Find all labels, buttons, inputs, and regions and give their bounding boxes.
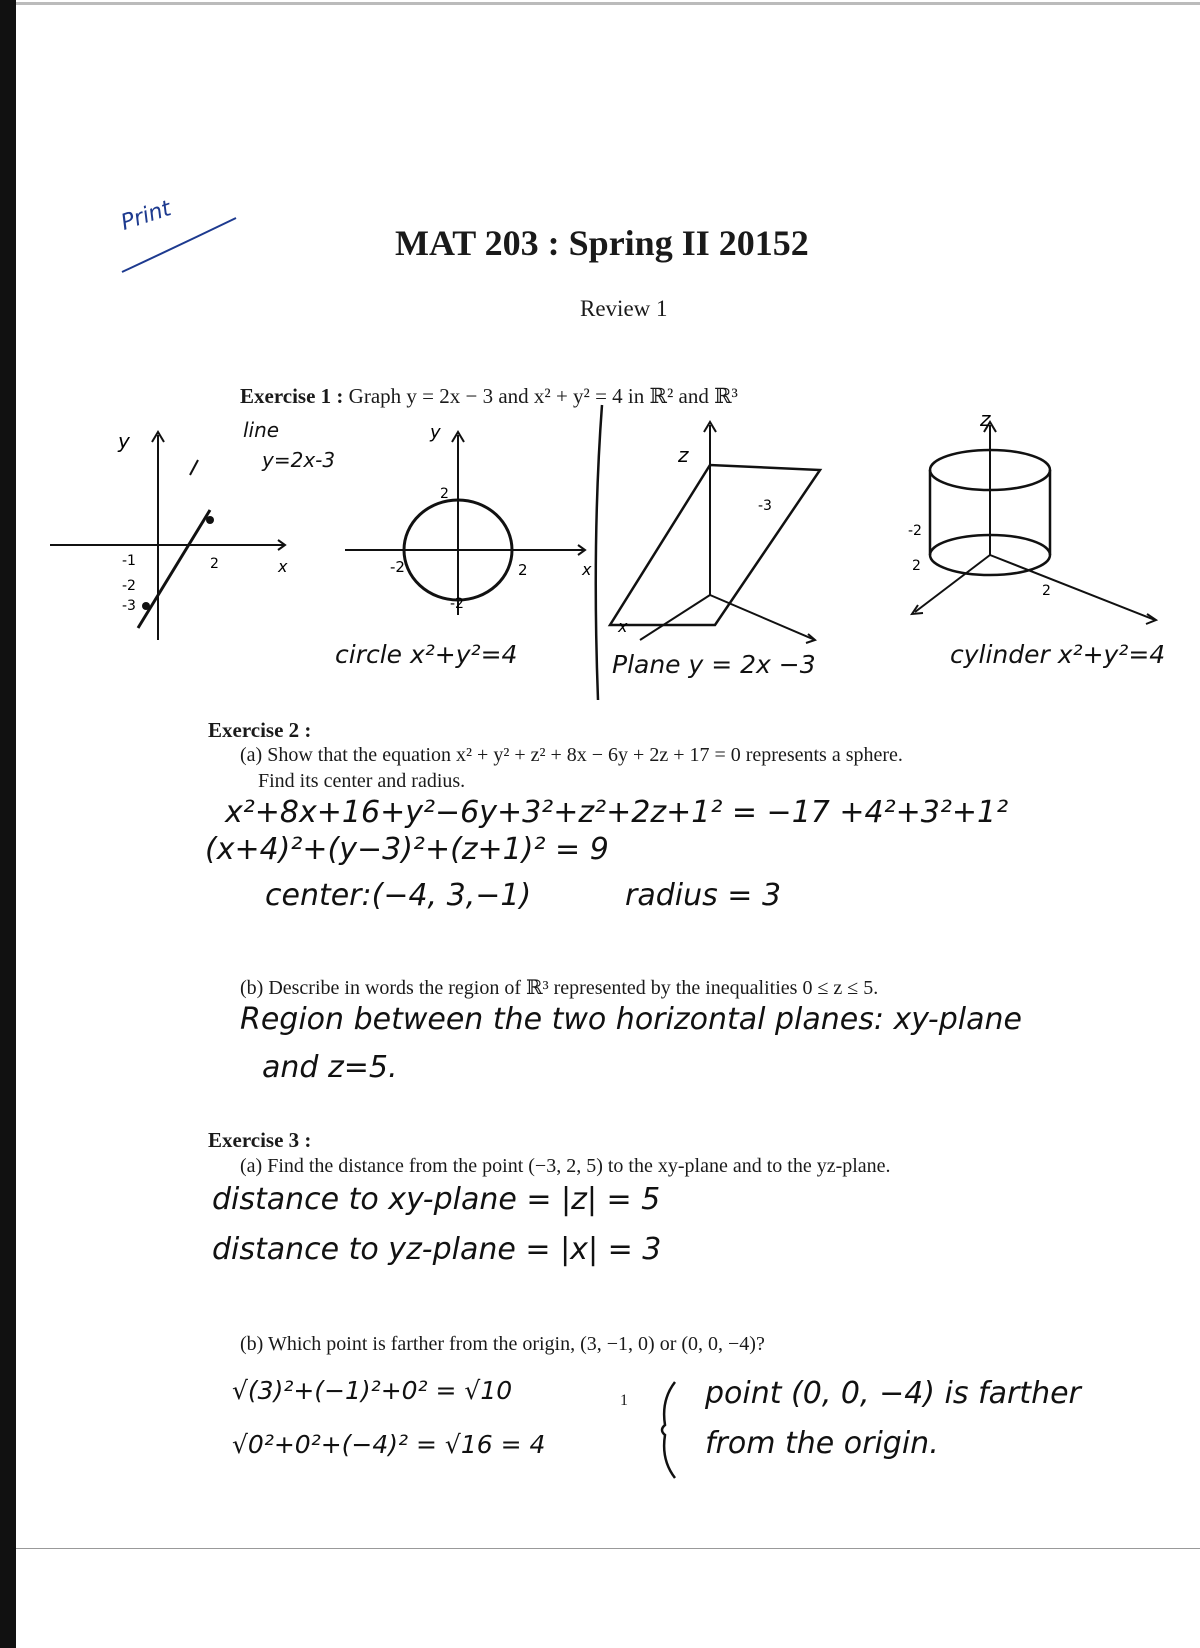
exercise3b-brace [655, 1380, 685, 1480]
exercise2a-radius: radius = 3 [625, 878, 782, 913]
sketch-cylinder-r3 [900, 407, 1180, 660]
svg-text:-2: -2 [450, 596, 464, 612]
print-underline [0, 0, 1, 1]
exercise2b-answer1: Region between the two horizontal planes: xy-plane [240, 1002, 1022, 1037]
svg-text:-1: -1 [122, 553, 136, 569]
svg-text:z: z [678, 443, 689, 467]
exercise2a-work1: x²+8x+16+y²−6y+3²+z²+2z+1² = −17 +4²+3²+1² [225, 795, 1009, 830]
cylinder-label: cylinder x²+y²=4 [950, 640, 1166, 669]
svg-text:2: 2 [912, 558, 921, 574]
svg-text:2: 2 [518, 561, 528, 579]
sketch-circle-r2 [340, 420, 600, 620]
svg-text:x: x [278, 557, 288, 576]
page-title: MAT 203 : Spring II 20152 [395, 223, 809, 263]
exercise2a-problem: (a) Show that the equation x² + y² + z² + 8x − 6y + 2z + 17 = 0 represents a sphere. [240, 744, 903, 766]
svg-text:-2: -2 [908, 523, 922, 539]
svg-text:y: y [118, 429, 130, 453]
exercise3b-work1: √(3)²+(−1)²+0² = √10 [232, 1376, 513, 1405]
svg-text:2: 2 [210, 556, 219, 572]
exercise3b-problem: (b) Which point is farther from the origin, (3, −1, 0) or (0, 0, −4)? [240, 1333, 765, 1355]
exercise3-heading: Exercise 3 : [208, 1128, 312, 1152]
svg-text:2: 2 [440, 486, 449, 502]
svg-text:-2: -2 [390, 558, 405, 576]
page-number: 1 [620, 1392, 628, 1409]
exercise3a-problem: (a) Find the distance from the point (−3, 2, 5) to the xy-plane and to the yz-plane. [240, 1155, 891, 1177]
exercise2b-answer2: and z=5. [262, 1050, 398, 1085]
line-label: line [243, 418, 280, 442]
exercise2-heading: Exercise 2 : [208, 718, 312, 742]
exercise1-heading: Exercise 1 : [240, 384, 344, 408]
exercise2a-center: center:(−4, 3,−1) [265, 878, 532, 913]
exercise3b-work2: √0²+0²+(−4)² = √16 = 4 [232, 1430, 546, 1459]
svg-text:2: 2 [1042, 583, 1051, 599]
exercise1-problem: Graph y = 2x − 3 and x² + y² = 4 in ℝ² and ℝ³ [348, 384, 738, 408]
svg-text:y: y [430, 422, 441, 443]
scan-top-edge [16, 2, 1200, 5]
svg-text:-3: -3 [758, 498, 772, 514]
exercise2a-problem-line2: Find its center and radius. [258, 770, 466, 792]
svg-text:x: x [618, 617, 628, 636]
svg-text:x: x [582, 560, 592, 579]
exercise3a-answer1: distance to xy-plane = |z| = 5 [212, 1182, 661, 1217]
svg-text:-2: -2 [122, 578, 136, 594]
exercise3b-answer2: from the origin. [705, 1426, 939, 1461]
print-annotation: Print [118, 196, 175, 236]
exercise2a-work2: (x+4)²+(y−3)²+(z+1)² = 9 [205, 832, 609, 867]
page-subtitle: Review 1 [580, 296, 668, 321]
circle-label: circle x²+y²=4 [335, 640, 518, 669]
exercise2b-problem: (b) Describe in words the region of ℝ³ represented by the inequalities 0 ≤ z ≤ 5. [240, 977, 879, 999]
scan-bottom-edge [16, 1548, 1200, 1549]
svg-text:-3: -3 [122, 598, 136, 614]
line-equation: y=2x-3 [262, 448, 336, 472]
scan-edge [0, 0, 16, 1648]
plane-label: Plane y = 2x −3 [612, 650, 816, 679]
svg-text:z: z [980, 407, 991, 431]
exercise3a-answer2: distance to yz-plane = |x| = 3 [212, 1232, 662, 1267]
exercise3b-answer1: point (0, 0, −4) is farther [705, 1376, 1081, 1411]
